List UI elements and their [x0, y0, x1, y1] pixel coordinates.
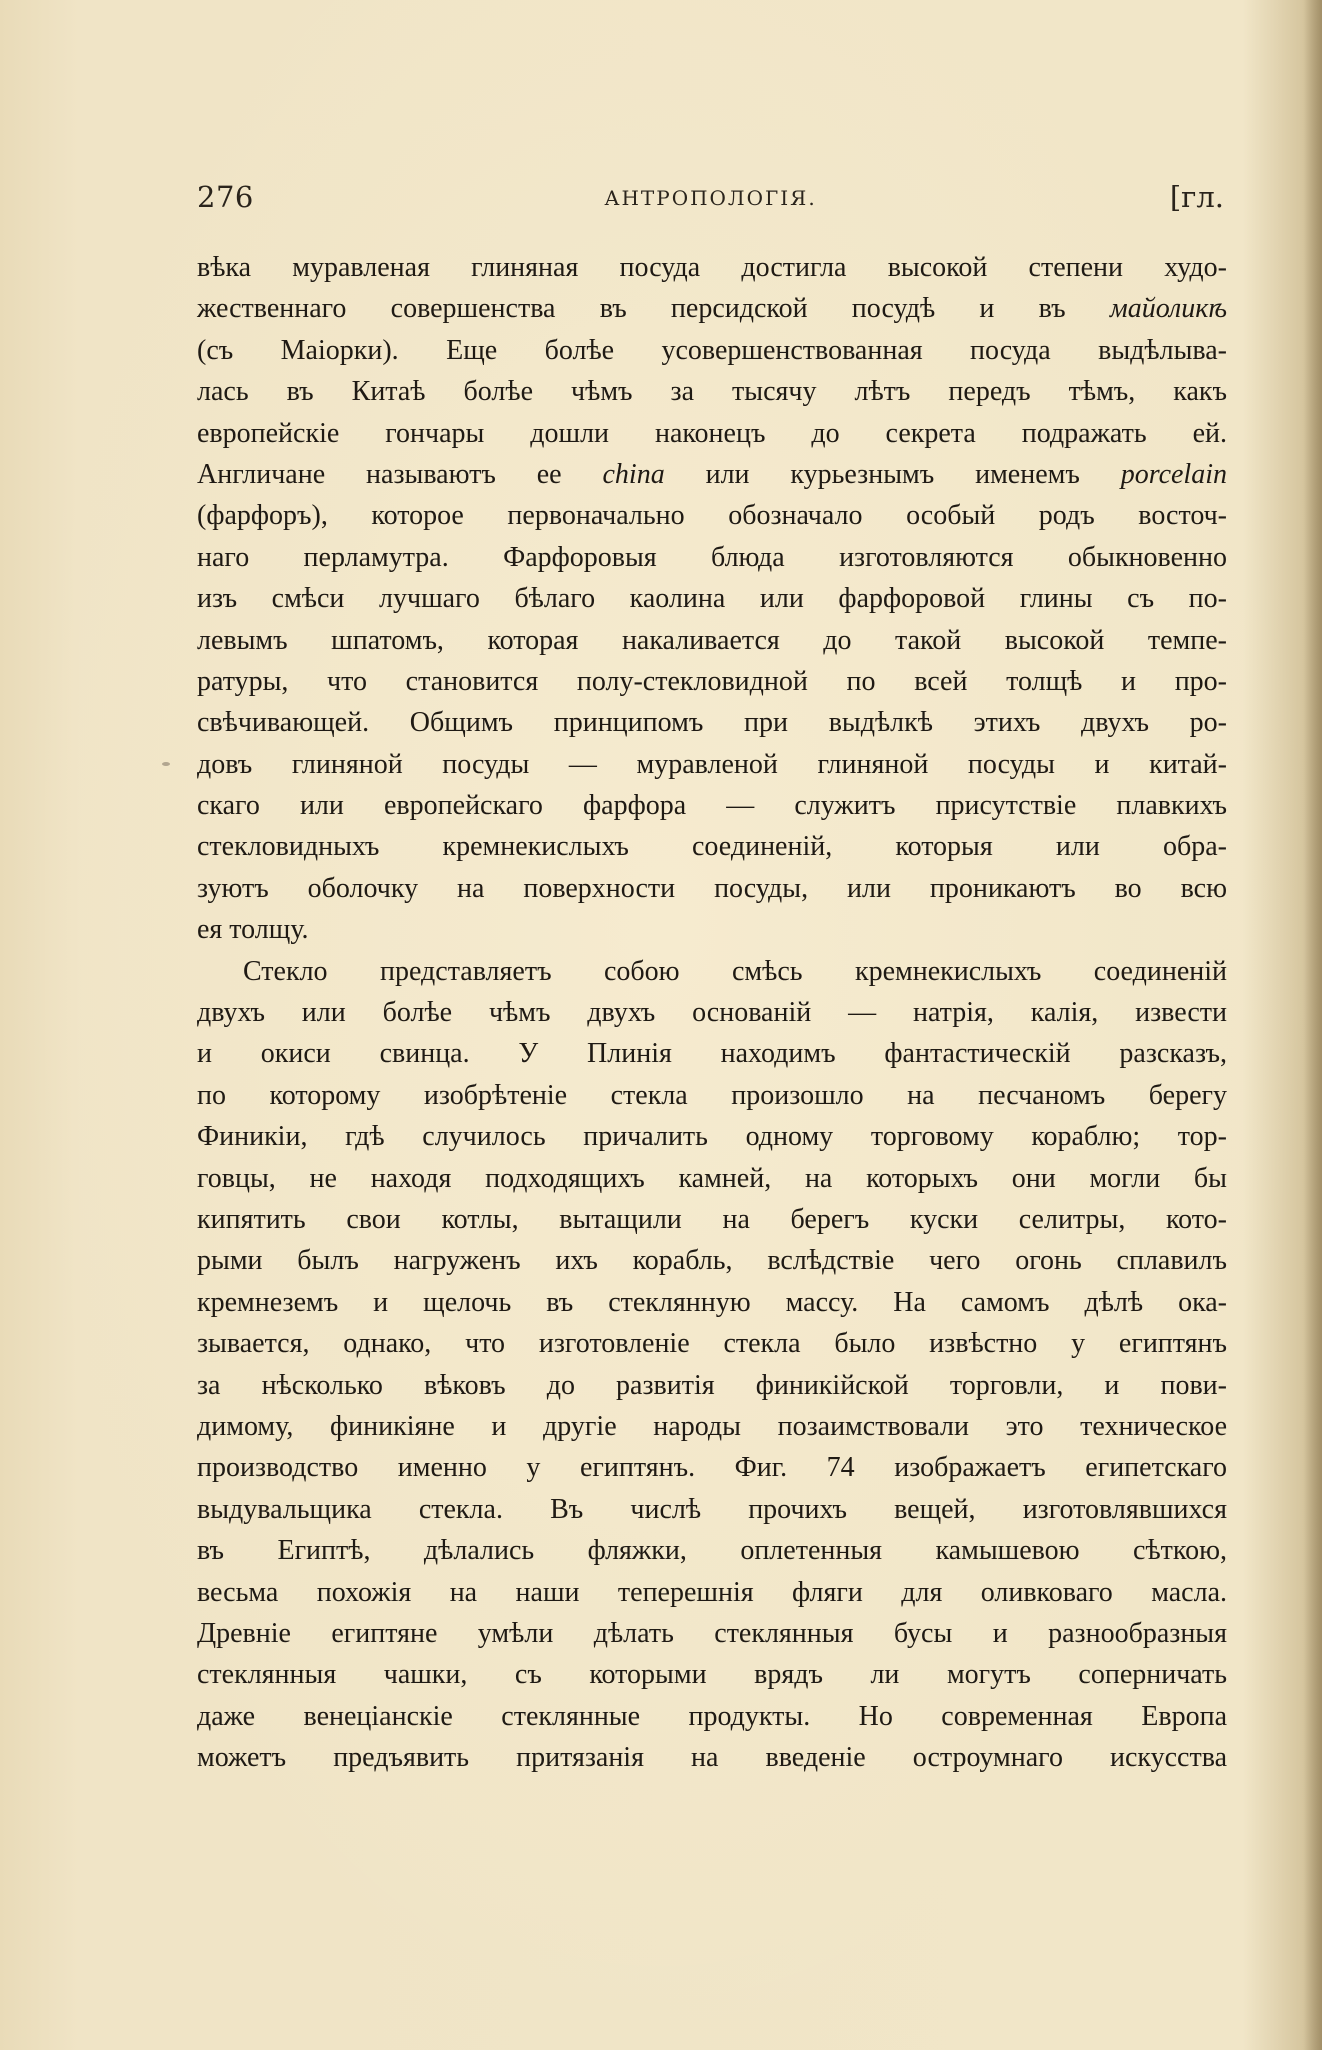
text-line: Древніе египтяне умѣли дѣлать стеклянныя бусы и разнообразныя [197, 1617, 1227, 1649]
text-line: (фарфоръ), которое первоначально обозначало особый родъ восточ- [197, 500, 1227, 532]
text-line: кремнеземъ и щелочь въ стеклянную массу. На самомъ дѣлѣ ока- [197, 1286, 1227, 1318]
running-title: АНТРОПОЛОГІЯ. [604, 186, 817, 210]
text-line: (съ Маіорки). Еще болѣе усовершенствованная посуда выдѣлыва- [197, 334, 1227, 366]
text-line: Финикіи, гдѣ случилось причалить одному торговому кораблю; тор- [197, 1121, 1227, 1153]
text-line: стекловидныхъ кремнекислыхъ соединеній, которыя или обра- [197, 831, 1227, 863]
text-line: двухъ или болѣе чѣмъ двухъ основаній — натрія, калія, извести [197, 997, 1227, 1029]
text-line: зывается, однако, что изготовленіе стекла было извѣстно у египтянъ [197, 1328, 1227, 1360]
text-line: изъ смѣси лучшаго бѣлаго каолина или фарфоровой глины съ по- [197, 583, 1227, 615]
text-line: ратуры, что становится полу-стекловидной по всей толщѣ и про- [197, 665, 1227, 697]
text-line: скаго или европейскаго фарфора — служитъ присутствіе плавкихъ [197, 790, 1227, 822]
page-header [197, 180, 1224, 224]
text-line: и окиси свинца. У Плинія находимъ фантастическій разсказъ, [197, 1038, 1227, 1070]
text-line: выдувальщика стекла. Въ числѣ прочихъ вещей, изготовлявшихся [197, 1493, 1227, 1525]
body-text [197, 247, 1227, 1778]
text-line: европейскіе гончары дошли наконецъ до секрета подражать ей. [197, 417, 1227, 449]
page-number: 276 [197, 180, 254, 214]
text-line: по которому изобрѣтеніе стекла произошло на песчаномъ берегу [197, 1079, 1227, 1111]
text-line: вѣка муравленая глиняная посуда достигла высокой степени худо- [197, 252, 1227, 283]
text-line: жественнаго совершенства въ персидской посудѣ и въ майоликѣ [197, 293, 1227, 325]
text-line: ея толщу. [197, 914, 309, 946]
text-line: довъ глиняной посуды — муравленой глиняной посуды и китай- [197, 748, 1227, 780]
text-line: можетъ предъявить притязанія на введеніе остроумнаго искусства [197, 1742, 1227, 1774]
text-line: зуютъ оболочку на поверхности посуды, или проникаютъ во всю [197, 872, 1227, 904]
text-line: кипятить свои котлы, вытащили на берегъ куски селитры, кото- [197, 1203, 1227, 1235]
chapter-reference: [гл. [1169, 180, 1224, 214]
paragraph-2 [197, 951, 1227, 1779]
text-line: стеклянныя чашки, съ которыми врядъ ли могутъ соперничать [197, 1659, 1227, 1691]
text-line: димому, финикіяне и другіе народы позаимствовали это техническое [197, 1410, 1227, 1442]
text-line: лась въ Китаѣ болѣе чѣмъ за тысячу лѣтъ передъ тѣмъ, какъ [197, 376, 1227, 408]
text-line: даже венеціанскіе стеклянные продукты. Но современная Европа [197, 1700, 1227, 1732]
page-edge-shadow [1304, 0, 1322, 2050]
text-line: наго перламутра. Фарфоровыя блюда изготовляются обыкновенно [197, 541, 1227, 573]
text-line: Стекло представляетъ собою смѣсь кремнекислыхъ соединеній [243, 955, 1227, 987]
text-line: свѣчивающей. Общимъ принципомъ при выдѣлкѣ этихъ двухъ ро- [197, 707, 1227, 739]
text-line: рыми былъ нагруженъ ихъ корабль, вслѣдствіе чего огонь сплавилъ [197, 1245, 1227, 1277]
paragraph-1 [197, 247, 1227, 951]
text-line: производство именно у египтянъ. Фиг. 74 изображаетъ египетскаго [197, 1452, 1227, 1484]
text-line: весьма похожія на наши теперешнія фляги для оливковаго масла. [197, 1576, 1227, 1608]
text-line: говцы, не находя подходящихъ камней, на которыхъ они могли бы [197, 1162, 1227, 1194]
text-line: Англичане называютъ ее china или курьезнымъ именемъ porcelain [197, 458, 1227, 490]
text-line: въ Египтѣ, дѣлались фляжки, оплетенныя камышевою сѣткою, [197, 1535, 1227, 1567]
ink-smudge [162, 762, 170, 766]
text-line: за нѣсколько вѣковъ до развитія финикійской торговли, и пови- [197, 1369, 1227, 1401]
text-line: левымъ шпатомъ, которая накаливается до такой высокой темпе- [197, 624, 1227, 656]
